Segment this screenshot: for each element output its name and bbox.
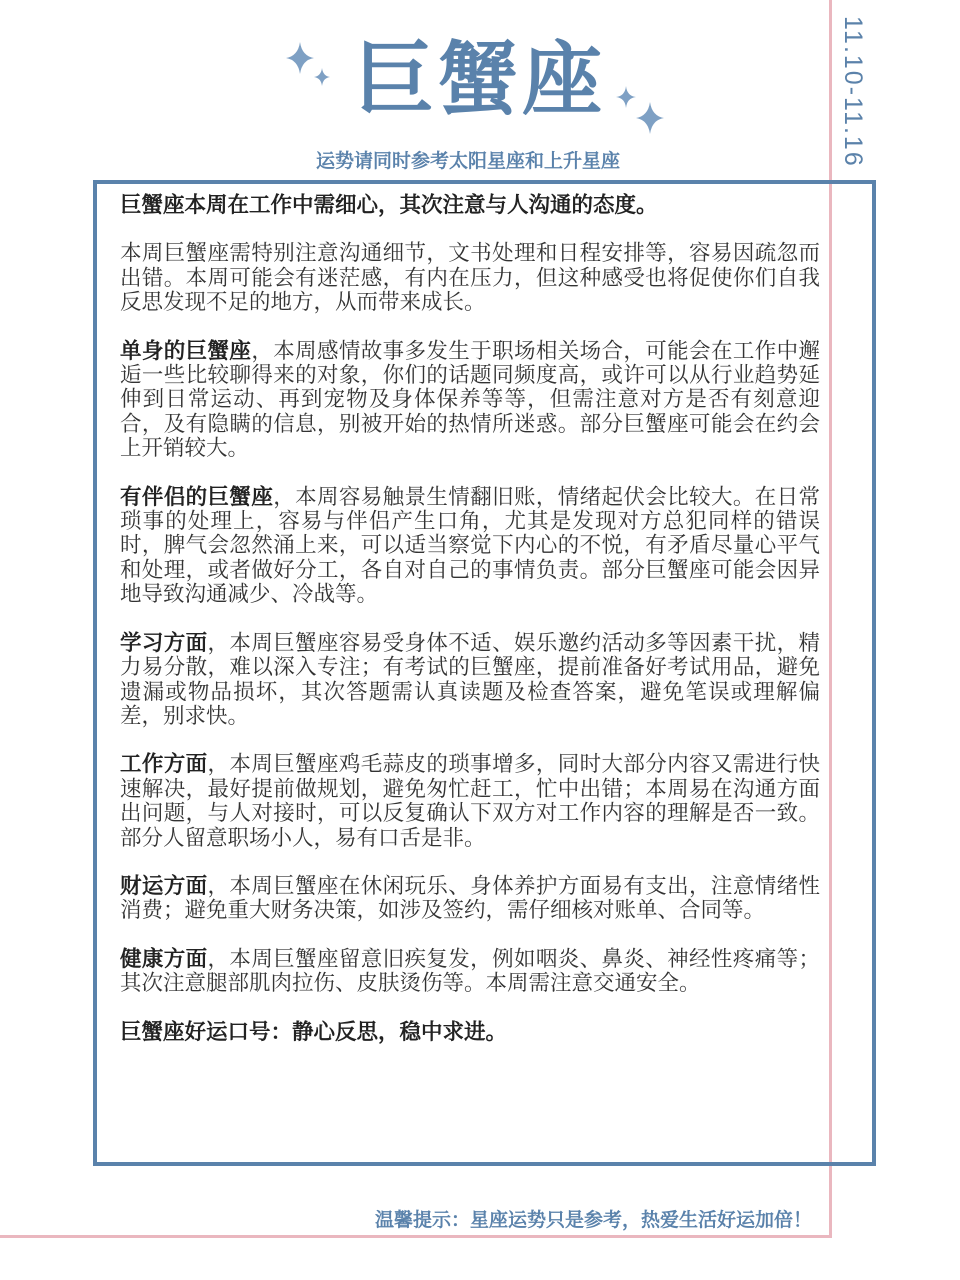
slogan: 巨蟹座好运口号：静心反思，稳中求进。 — [120, 1019, 508, 1045]
paragraph-health — [120, 948, 820, 997]
footer-tip: 温馨提示：星座运势只是参考，热爱生活好运加倍！ — [374, 1209, 812, 1231]
paragraph-partnered — [120, 486, 820, 608]
paragraph-finance — [120, 875, 820, 924]
paragraph-label: 有伴侣的巨蟹座 — [120, 484, 274, 510]
paragraph-label: 单身的巨蟹座 — [120, 338, 252, 364]
pink-horizontal-line — [0, 1235, 832, 1238]
paragraph-study — [120, 632, 820, 730]
paragraph-text: ，本周容易触景生情翻旧账，情绪起伏会比较大。在日常琐事的处理上，容易与伴侣产生口角，尤其是发现对方总犯同样的错误时，脾气会忽然涌上来，可以适当察觉下内心的不悦，有矛盾尽量心平气和处理，或者做好分工，各自对自己的事情负责。部分巨蟹座可能会因异地导致沟通减少、冷战等。 — [120, 484, 820, 608]
page-title: 巨蟹座 — [354, 33, 606, 126]
paragraph-text: ，本周感情故事多发生于职场相关场合，可能会在工作中邂逅一些比较聊得来的对象，你们的话题同频度高，或许可以从行业趋势延伸到日常运动、再到宠物及身体保养等等，但需注意对方是否有刻意迎合，及有隐瞒的信息，别被开始的热情所迷惑。部分巨蟹座可能会在约会上开销较大。 — [120, 338, 820, 462]
paragraph-work — [120, 753, 820, 851]
paragraph-single — [120, 340, 820, 462]
date-range: 11.10-11.16 — [839, 16, 867, 168]
paragraph-overview — [120, 242, 820, 315]
paragraph-label: 学习方面 — [120, 630, 208, 656]
paragraph-label: 工作方面 — [120, 752, 208, 778]
horoscope-content — [120, 194, 820, 1069]
paragraph-text: ，本周巨蟹座鸡毛蒜皮的琐事增多，同时大部分内容又需进行快速解决，最好提前做规划，避免匆忙赶工，忙中出错；本周易在沟通方面出问题，与人对接时，可以反复确认下双方对工作内容的理解是否一致。部分人留意职场小人，易有口舌是非。 — [120, 752, 820, 851]
paragraph-label: 健康方面 — [120, 946, 208, 972]
paragraph-text: ，本周巨蟹座容易受身体不适、娱乐邀约活动多等因素干扰，精力易分散，难以深入专注；有考试的巨蟹座，提前准备好考试用品，避免遗漏或物品损坏，其次答题需认真读题及检查答案，避免笔误或理解偏差，别求快。 — [120, 630, 820, 729]
paragraph-text: ，本周巨蟹座在休闲玩乐、身体养护方面易有支出，注意情绪性消费；避免重大财务决策，如涉及签约，需仔细核对账单、合同等。 — [120, 873, 820, 924]
headline: 巨蟹座本周在工作中需细心，其次注意与人沟通的态度。 — [120, 193, 658, 218]
subtitle: 运势请同时参考太阳星座和上升星座 — [315, 150, 620, 172]
paragraph-text: 本周巨蟹座需特别注意沟通细节，文书处理和日程安排等，容易因疏忽而出错。本周可能会有迷茫感，有内在压力，但这种感受也将促使你们自我反思发现不足的地方，从而带来成长。 — [120, 241, 820, 316]
paragraph-label: 财运方面 — [120, 873, 208, 899]
paragraph-text: ，本周巨蟹座留意旧疾复发，例如咽炎、鼻炎、神经性疼痛等；其次注意腿部肌肉拉伤、皮肤烫伤等。本周需注意交通安全。 — [120, 946, 820, 997]
